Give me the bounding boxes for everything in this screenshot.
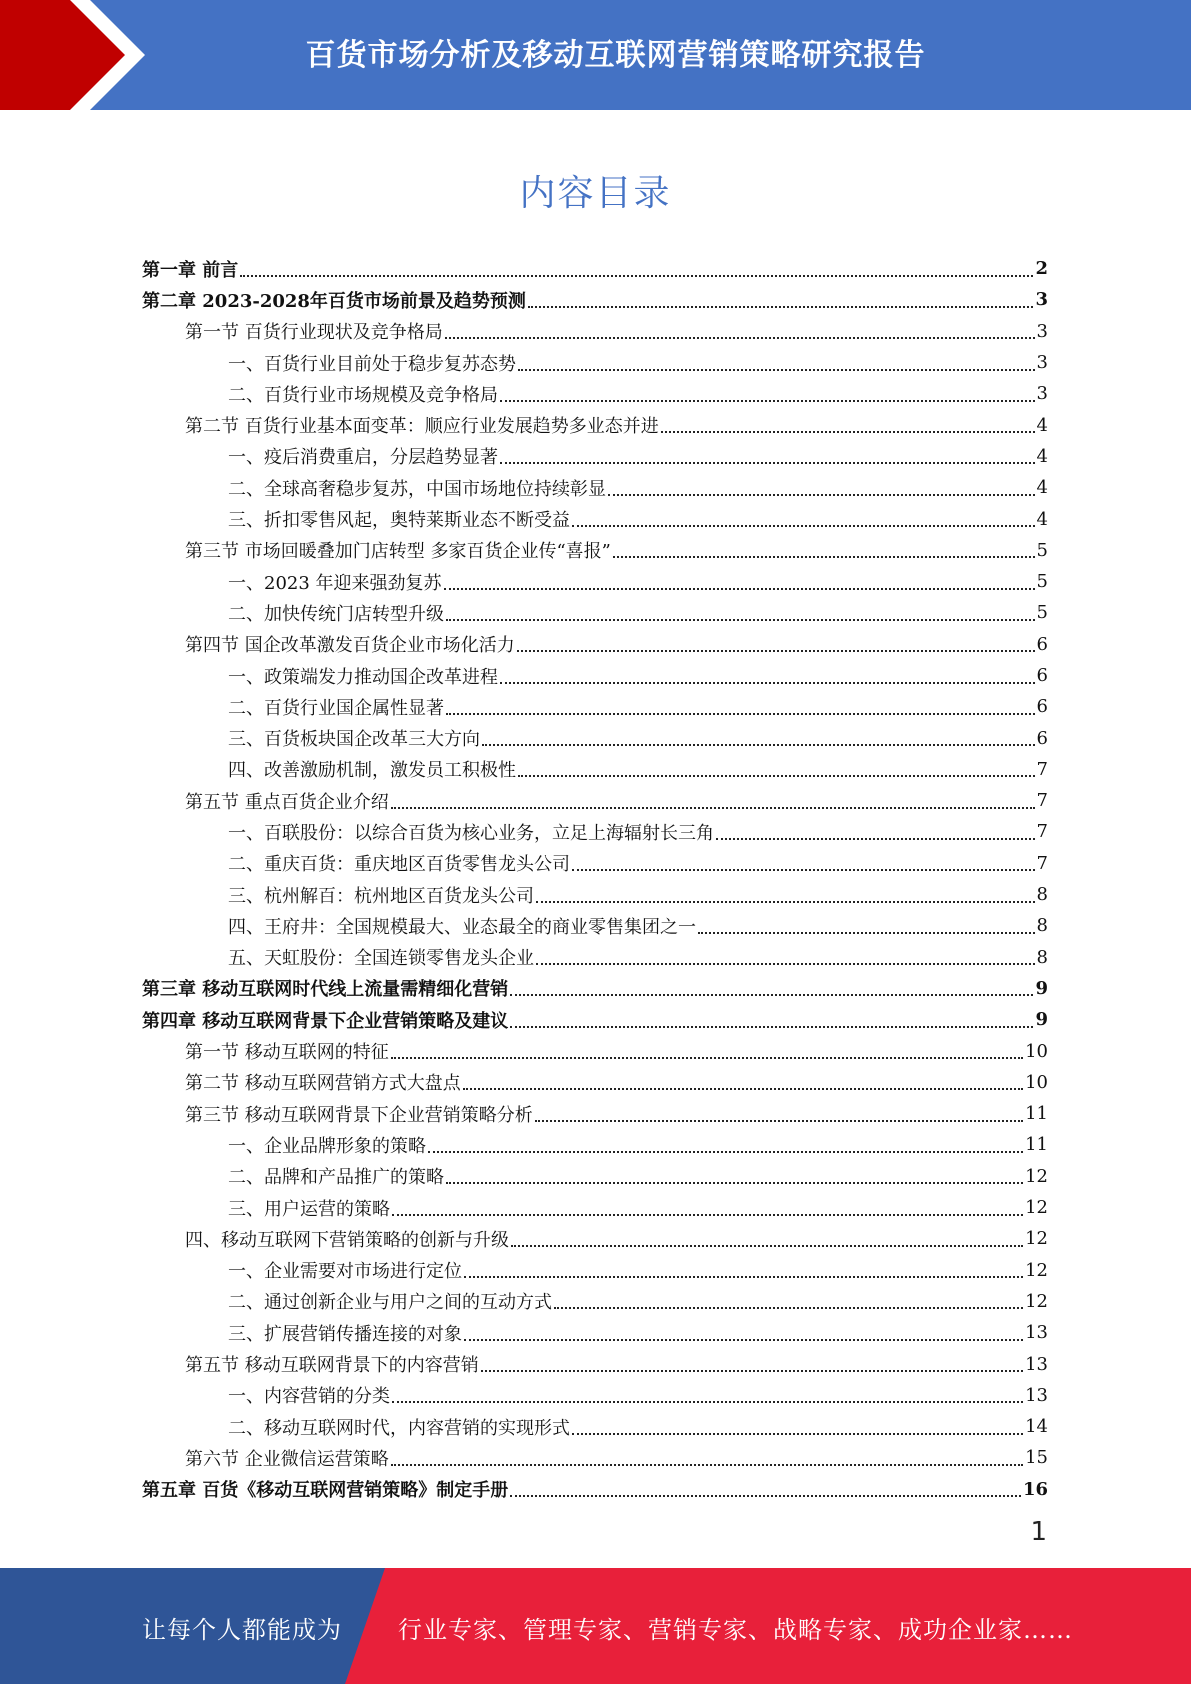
toc-entry-page: 9 [1035, 1009, 1048, 1031]
toc-entry-page: 11 [1025, 1134, 1048, 1156]
toc-entry-title: 第二节 移动互联网营销方式大盘点 [185, 1073, 461, 1095]
toc-entry-page: 16 [1022, 1478, 1048, 1500]
toc-entry-title: 二、百货行业市场规模及竞争格局 [228, 384, 498, 406]
toc-dot-leader [661, 413, 1035, 433]
toc-entry-page: 3 [1036, 352, 1048, 374]
toc-entry[interactable] [142, 316, 1048, 347]
toc-dot-leader [500, 664, 1035, 684]
page-header [0, 0, 1191, 110]
toc-entry-page: 5 [1036, 571, 1048, 593]
toc-dot-leader [481, 1352, 1023, 1372]
toc-entry[interactable] [142, 1192, 1048, 1223]
toc-entry-title: 第四章 移动互联网背景下企业营销策略及建议 [142, 1010, 509, 1032]
toc-entry[interactable] [142, 1255, 1048, 1286]
toc-entry-page: 6 [1036, 633, 1048, 655]
footer-slogan-right: 行业专家、管理专家、营销专家、战略专家、成功企业家…… [398, 1616, 1073, 1644]
toc-entry[interactable] [142, 535, 1048, 566]
toc-entry[interactable] [142, 441, 1048, 472]
toc-dot-leader [463, 1070, 1023, 1090]
toc-entry-title: 一、内容营销的分类 [228, 1386, 390, 1408]
toc-dot-leader [445, 319, 1035, 339]
toc-entry-page: 7 [1036, 852, 1048, 874]
toc-entry-title: 二、品牌和产品推广的策略 [228, 1167, 444, 1189]
toc-entry-title: 一、疫后消费重启，分层趋势显著 [228, 447, 498, 469]
toc-entry-page: 4 [1036, 445, 1048, 467]
toc-entry-page: 9 [1035, 977, 1048, 999]
toc-entry-page: 12 [1025, 1197, 1048, 1219]
toc-dot-leader [510, 1477, 1021, 1497]
toc-entry[interactable] [142, 785, 1048, 816]
toc-entry-page: 4 [1036, 414, 1048, 436]
header-title: 百货市场分析及移动互联网营销策略研究报告 [305, 38, 926, 73]
toc-entry[interactable] [142, 1161, 1048, 1192]
toc-entry-title: 第四节 国企改革激发百货企业市场化活力 [185, 635, 515, 657]
toc-entry-title: 三、扩展营销传播连接的对象 [228, 1323, 462, 1345]
toc-entry-page: 3 [1036, 320, 1048, 342]
toc-entry-page: 2 [1035, 258, 1048, 280]
toc-entry-page: 13 [1025, 1384, 1048, 1406]
toc-entry-page: 12 [1025, 1290, 1048, 1312]
toc-dot-leader [392, 1383, 1023, 1403]
toc-entry[interactable] [142, 973, 1048, 1004]
toc-entry[interactable] [142, 660, 1048, 691]
toc-heading: 内容目录 [519, 173, 672, 214]
toc-entry-page: 12 [1025, 1259, 1048, 1281]
toc-dot-leader [392, 1196, 1023, 1216]
toc-entry-page: 7 [1036, 821, 1048, 843]
footer-slogan-left: 让每个人都能成为 [142, 1616, 342, 1644]
toc-entry-title: 二、移动互联网时代，内容营销的实现形式 [228, 1417, 570, 1439]
toc-entry[interactable] [142, 503, 1048, 534]
toc-entry-page: 6 [1036, 727, 1048, 749]
toc-entry-title: 一、百货行业目前处于稳步复苏态势 [228, 353, 516, 375]
toc-entry[interactable] [142, 848, 1048, 879]
toc-dot-leader [536, 883, 1035, 903]
toc-entry-page: 10 [1025, 1040, 1048, 1062]
toc-entry-page: 13 [1025, 1353, 1048, 1375]
toc-dot-leader [518, 351, 1035, 371]
toc-entry-title: 五、天虹股份：全国连锁零售龙头企业 [228, 948, 534, 970]
toc-dot-leader [391, 789, 1035, 809]
toc-entry[interactable] [142, 1035, 1048, 1066]
toc-entry[interactable] [142, 378, 1048, 409]
toc-entry-title: 二、加快传统门店转型升级 [228, 603, 444, 625]
page-number: 1 [1030, 1517, 1047, 1547]
toc-dot-leader [716, 820, 1035, 840]
toc-entry-title: 第二章 2023-2028年百货市场前景及趋势预测 [142, 290, 526, 312]
toc-entry-title: 二、通过创新企业与用户之间的互动方式 [228, 1292, 552, 1314]
toc-entry-title: 第三章 移动互联网时代线上流量需精细化营销 [142, 979, 509, 1001]
toc-entry[interactable] [142, 754, 1048, 785]
toc-entry-page: 5 [1036, 539, 1048, 561]
toc-entry-title: 第五节 移动互联网背景下的内容营销 [185, 1355, 479, 1377]
toc-entry-title: 三、杭州解百：杭州地区百货龙头公司 [228, 885, 534, 907]
toc-entry-title: 一、百联股份：以综合百货为核心业务，立足上海辐射长三角 [228, 822, 714, 844]
toc-entry[interactable] [142, 1223, 1048, 1254]
toc-dot-leader [608, 476, 1035, 496]
toc-entry-title: 一、2023 年迎来强劲复苏 [228, 572, 442, 594]
toc-dot-leader [698, 914, 1035, 934]
toc-entry-page: 8 [1036, 946, 1048, 968]
toc-entry[interactable] [142, 816, 1048, 847]
toc-entry-title: 四、改善激励机制，激发员工积极性 [228, 760, 516, 782]
toc-entry-title: 三、用户运营的策略 [228, 1198, 390, 1220]
toc-dot-leader [510, 1008, 1033, 1028]
toc-entry[interactable] [142, 1286, 1048, 1317]
toc-dot-leader [444, 570, 1035, 590]
toc-dot-leader [536, 945, 1035, 965]
toc-entry-title: 二、重庆百货：重庆地区百货零售龙头公司 [228, 854, 570, 876]
toc-entry[interactable] [142, 347, 1048, 378]
toc-entry[interactable] [142, 284, 1048, 315]
toc-entry[interactable] [142, 597, 1048, 628]
toc-entry-page: 15 [1025, 1447, 1048, 1469]
toc-dot-leader [428, 1133, 1023, 1153]
toc-dot-leader [510, 976, 1033, 996]
toc-dot-leader [446, 1164, 1023, 1184]
toc-entry-title: 二、百货行业国企属性显著 [228, 697, 444, 719]
toc-entry-page: 4 [1036, 477, 1048, 499]
toc-entry[interactable] [142, 409, 1048, 440]
toc-entry-title: 第三节 移动互联网背景下企业营销策略分析 [185, 1104, 533, 1126]
toc-dot-leader [572, 851, 1035, 871]
table-of-contents [142, 253, 1048, 1505]
toc-entry[interactable] [142, 722, 1048, 753]
toc-entry[interactable] [142, 1129, 1048, 1160]
toc-entry-title: 一、企业需要对市场进行定位 [228, 1261, 462, 1283]
toc-entry[interactable] [142, 879, 1048, 910]
toc-dot-leader [535, 1102, 1023, 1122]
toc-entry[interactable] [142, 691, 1048, 722]
toc-entry[interactable] [142, 1348, 1048, 1379]
toc-entry-title: 第五节 重点百货企业介绍 [185, 791, 389, 813]
toc-dot-leader [446, 695, 1035, 715]
toc-entry[interactable] [142, 1067, 1048, 1098]
toc-entry[interactable] [142, 1411, 1048, 1442]
toc-entry-page: 7 [1036, 758, 1048, 780]
toc-entry-title: 四、王府井：全国规模最大、业态最全的商业零售集团之一 [228, 916, 696, 938]
toc-entry-title: 第五章 百货《移动互联网营销策略》制定手册 [142, 1480, 509, 1502]
toc-dot-leader [554, 1289, 1023, 1309]
toc-entry[interactable] [142, 1442, 1048, 1473]
toc-entry-page: 4 [1036, 508, 1048, 530]
toc-entry-title: 第一节 百货行业现状及竞争格局 [185, 322, 443, 344]
toc-entry[interactable] [142, 942, 1048, 973]
toc-dot-leader [572, 1415, 1023, 1435]
toc-entry[interactable] [142, 629, 1048, 660]
toc-entry-title: 三、折扣零售风起，奥特莱斯业态不断受益 [228, 510, 570, 532]
toc-entry-page: 8 [1036, 884, 1048, 906]
toc-dot-leader [240, 257, 1033, 277]
toc-entry-title: 第二节 百货行业基本面变革：顺应行业发展趋势多业态并进 [185, 416, 659, 438]
toc-entry-title: 第三节 市场回暖叠加门店转型 多家百货企业传“喜报” [185, 541, 611, 563]
toc-dot-leader [482, 726, 1035, 746]
toc-entry-title: 第六节 企业微信运营策略 [185, 1448, 389, 1470]
toc-dot-leader [464, 1321, 1023, 1341]
toc-entry-page: 5 [1036, 602, 1048, 624]
toc-entry-page: 13 [1025, 1322, 1048, 1344]
toc-dot-leader [464, 1258, 1023, 1278]
toc-entry-page: 7 [1036, 790, 1048, 812]
toc-entry-page: 10 [1025, 1071, 1048, 1093]
toc-entry[interactable] [142, 910, 1048, 941]
page-footer [0, 1568, 1191, 1684]
toc-entry-page: 3 [1036, 383, 1048, 405]
toc-dot-leader [391, 1446, 1023, 1466]
toc-dot-leader [517, 632, 1035, 652]
toc-dot-leader [518, 757, 1035, 777]
toc-dot-leader [500, 444, 1035, 464]
toc-entry-page: 6 [1036, 665, 1048, 686]
toc-entry[interactable] [142, 566, 1048, 597]
toc-entry[interactable] [142, 472, 1048, 503]
toc-entry[interactable] [142, 1098, 1048, 1129]
toc-entry[interactable] [142, 1004, 1048, 1035]
toc-entry-title: 一、政策端发力推动国企改革进程 [228, 666, 498, 688]
toc-dot-leader [391, 1039, 1023, 1059]
toc-entry[interactable] [142, 253, 1048, 284]
toc-entry-page: 12 [1025, 1165, 1048, 1187]
toc-entry[interactable] [142, 1474, 1048, 1505]
toc-dot-leader [572, 507, 1035, 527]
toc-entry-page: 12 [1025, 1228, 1048, 1250]
toc-entry[interactable] [142, 1380, 1048, 1411]
toc-entry-page: 11 [1025, 1103, 1048, 1125]
toc-entry-title: 一、企业品牌形象的策略 [228, 1135, 426, 1157]
toc-entry-page: 6 [1036, 696, 1048, 718]
toc-entry-page: 3 [1035, 289, 1048, 311]
toc-entry-title: 第一章 前言 [142, 259, 239, 281]
toc-entry-page: 8 [1036, 915, 1048, 937]
toc-dot-leader [613, 538, 1035, 558]
toc-dot-leader [500, 382, 1035, 402]
toc-dot-leader [446, 601, 1035, 621]
toc-dot-leader [511, 1227, 1023, 1247]
toc-dot-leader [528, 288, 1034, 308]
toc-entry-title: 四、移动互联网下营销策略的创新与升级 [185, 1229, 509, 1251]
toc-entry-title: 三、百货板块国企改革三大方向 [228, 729, 480, 751]
toc-entry[interactable] [142, 1317, 1048, 1348]
toc-entry-title: 第一节 移动互联网的特征 [185, 1042, 389, 1064]
toc-entry-title: 二、全球高奢稳步复苏，中国市场地位持续彰显 [228, 478, 606, 500]
toc-entry-page: 14 [1025, 1416, 1048, 1438]
